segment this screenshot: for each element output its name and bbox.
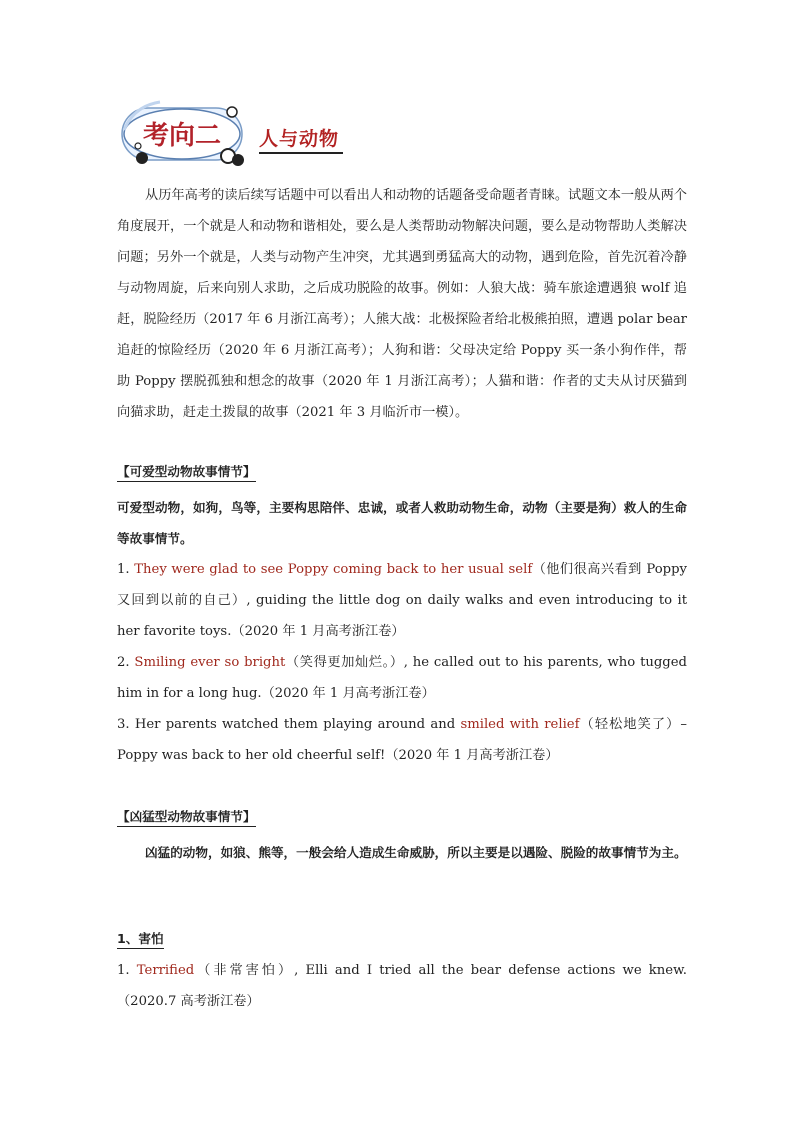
example-item-2 [117, 647, 687, 709]
example-item-1 [117, 955, 687, 1017]
section-heading: 【可爱型动物故事情节】 [117, 463, 256, 482]
example-item-3 [117, 709, 687, 771]
item-number: 1. [117, 963, 137, 978]
item-text-prefix: Her parents watched them playing around and [134, 717, 461, 732]
section-heading: 【凶猛型动物故事情节】 [117, 808, 256, 827]
highlighted-phrase: Smiling ever so bright [134, 655, 286, 670]
section-summary: 凶猛的动物，如狼、熊等，一般会给人造成生命威胁，所以主要是以遇险、脱险的故事情节为主。 [145, 845, 687, 860]
highlighted-phrase: smiled with relief [460, 717, 580, 732]
item-number: 2. [117, 655, 135, 670]
item-text: （轻松地笑了）–Poppy was back to her old cheerful self!（2020 年 1 月高考浙江卷） [117, 717, 688, 763]
item-text: （他们很高兴看到 Poppy 又回到以前的自己）, guiding the little dog on daily walks and even introducing to it her favorite toys.（2020 年 1 月高考浙江卷） [117, 562, 687, 639]
section-summary: 可爱型动物，如狗，鸟等，主要构思陪伴、忠诚，或者人救助动物生命，动物（主要是狗）救人的生命等故事情节。 [117, 500, 687, 546]
highlighted-phrase: They were glad to see Poppy coming back to her usual self [134, 562, 533, 577]
badge-text: 考向二 [142, 121, 222, 151]
highlighted-phrase: Terrified [136, 963, 195, 978]
page-title: 人与动物 [259, 124, 343, 154]
intro-paragraph: 从历年高考的读后续写话题中可以看出人和动物的话题备受命题者青睐。试题文本一般从两个角度展开，一个就是人和动物和谐相处，要么是人类帮助动物解决问题，要么是动物帮助人类解决问题；另外一个就是，人类与动物产生冲突，尤其遇到勇猛高大的动物，遇到危险，首先沉着冷静与动物周旋，后来向别人求助，之后成功脱险的故事。例如：人狼大战：骑车旅途遭遇狼 wolf 追赶，脱险经历（2017 年 6 月浙江高考）；人熊大战：北极探险者给北极熊拍照，遭遇 polar bear 追赶的惊险经历（2020 年 6 月浙江高考）；人狗和谐：父母决定给 Poppy 买一条小狗作伴，帮助 Poppy 摆脱孤独和想念的故事（2020 年 1 月浙江高考）；人猫和谐：作者的丈夫从讨厌猫到向猫求助，赶走土拨鼠的故事（2021 年 3 月临沂市一模）。 [117, 188, 687, 420]
section-fear [117, 930, 687, 1017]
section-cute-animals [117, 463, 687, 771]
item-number: 3. [117, 717, 135, 732]
section-heading: 1、害怕 [117, 930, 164, 949]
intro-section [117, 180, 687, 428]
section-fierce-animals [117, 808, 687, 868]
item-text: （非常害怕）, Elli and I tried all the bear defense actions we knew.（2020.7 高考浙江卷） [117, 963, 687, 1009]
item-text: （笑得更加灿烂。）, he called out to his parents, who tugged him in for a long hug.（2020 年 1 月高考浙江卷） [117, 655, 687, 701]
item-number: 1. [117, 562, 135, 577]
example-item-1 [117, 554, 687, 647]
